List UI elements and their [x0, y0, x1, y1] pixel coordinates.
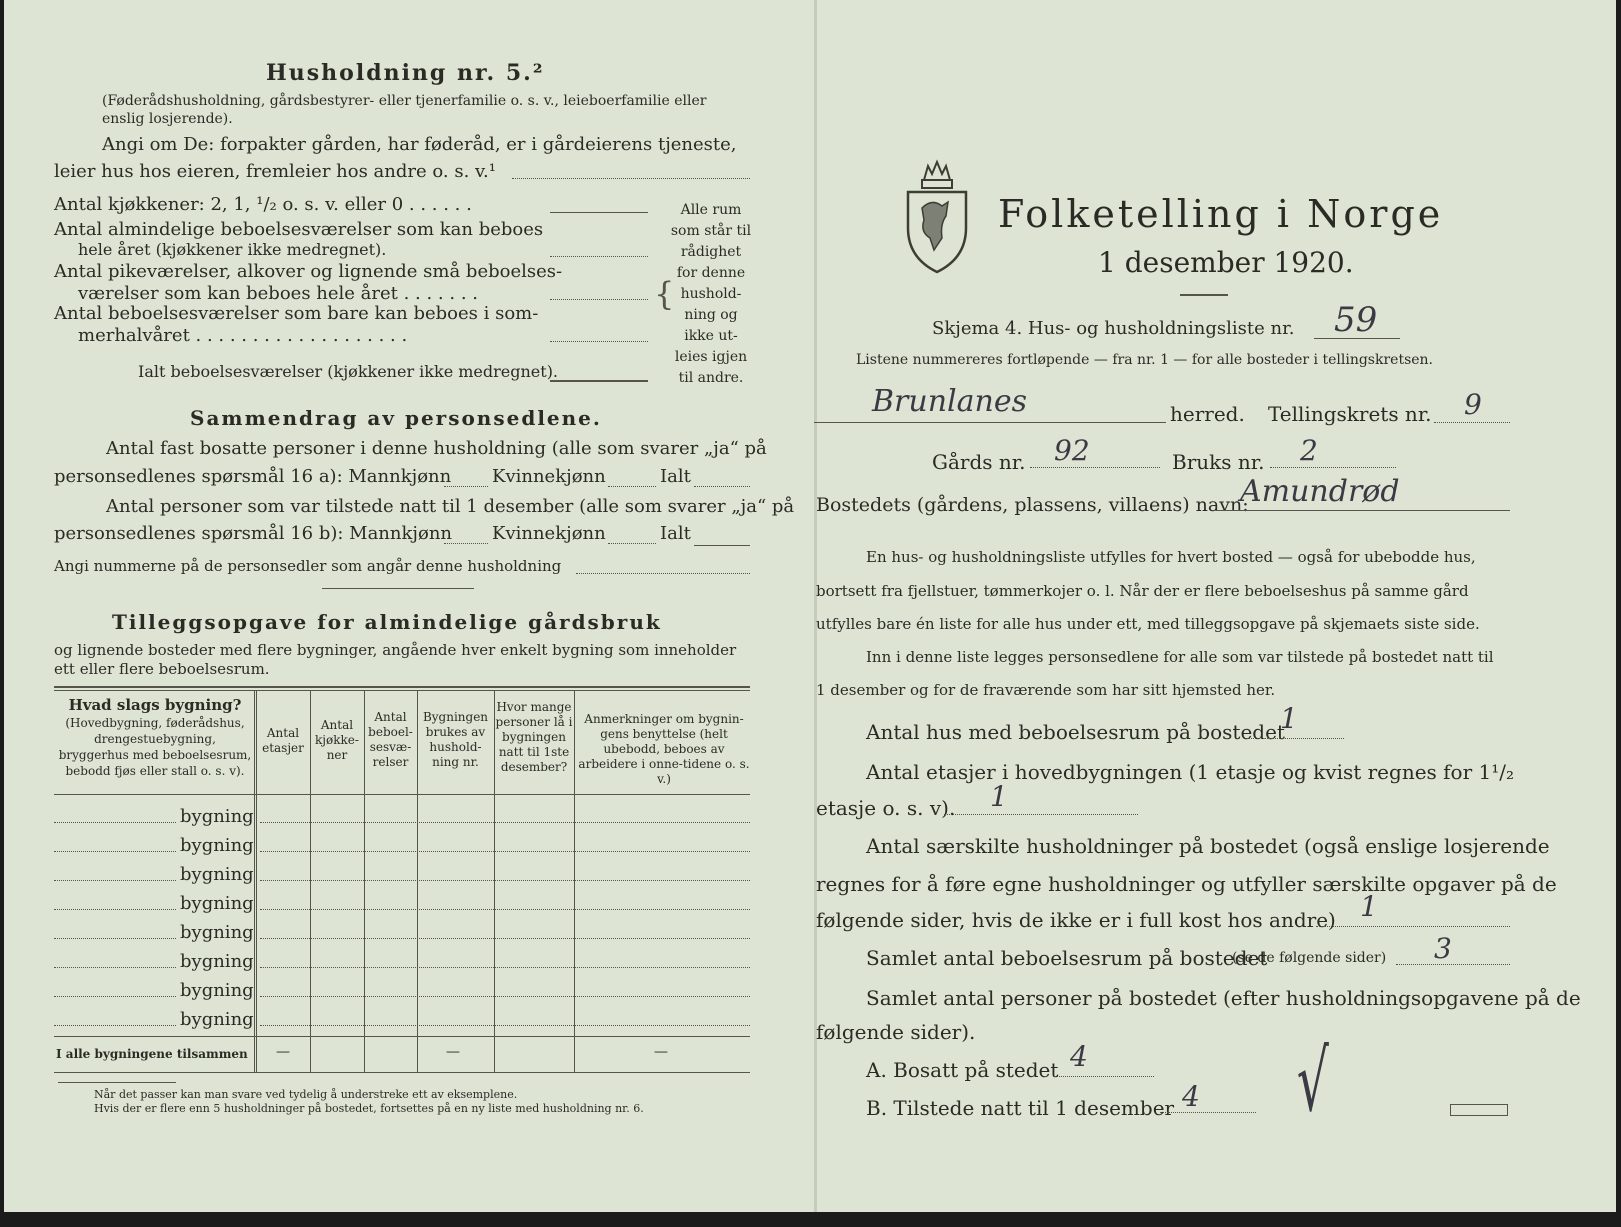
row-line	[54, 909, 176, 910]
row-cells-line	[260, 909, 750, 910]
herred-label: herred.	[1170, 402, 1245, 426]
supplement-text-1: og lignende bosteder med flere bygninger, angående hver enkelt bygning som inneholder	[54, 641, 737, 659]
summary-1-male-line	[444, 486, 488, 487]
summary-2-female-label: Kvinnekjønn	[492, 523, 606, 544]
listene-note: Listene nummereres fortløpende — fra nr. 1 — for alle bosteder i tellingskretsen.	[856, 352, 1434, 368]
brace: {	[654, 275, 675, 313]
b-line	[1160, 1112, 1256, 1113]
table-col-rule	[574, 690, 575, 1072]
footnote-1: Når det passer kan man svare ved tydelig å understreke ett av eksemplene.	[94, 1088, 518, 1101]
row-line	[54, 822, 176, 823]
summary-2-total-label: Ialt	[660, 523, 691, 544]
bracket-note	[668, 200, 754, 389]
para1-line-1: En hus- og husholdningsliste utfylles for hvert bosted — også for ubebodde hus,	[866, 548, 1476, 566]
bracket-note-line: hushold-	[680, 286, 742, 302]
row-cells-line	[260, 967, 750, 968]
supplement-title: Tilleggsopgave for almindelige gårdsbruk	[112, 610, 662, 634]
summary-1-female-label: Kvinnekjønn	[492, 466, 606, 487]
q-rum-value[interactable]: 3	[1434, 932, 1452, 965]
herred-value[interactable]: Brunlanes	[872, 384, 1027, 419]
rooms-a-line-1: Antal almindelige beboelsesværelser som kan beboes	[54, 219, 544, 240]
schema-nr-value[interactable]: 59	[1334, 300, 1378, 340]
col-remarks-header: Anmerkninger om bygnin-gens benyttelse (helt ubebodd, beboes av arbeidere i onne-tidene o. s. v.)	[578, 712, 750, 786]
summary-1-total-line	[694, 486, 750, 487]
bruks-value[interactable]: 2	[1300, 434, 1318, 467]
row-line	[54, 1025, 176, 1026]
angi-answer-line	[512, 178, 750, 179]
angi-numbers-label: Angi nummerne på de personsedler som angår denne husholdning	[54, 557, 562, 575]
check-mark: √	[1296, 1032, 1329, 1130]
q-rum-note: (se de følgende sider)	[1232, 950, 1387, 966]
tellingskrets-label: Tellingskrets nr.	[1268, 402, 1432, 426]
coat-of-arms-icon	[902, 158, 972, 276]
household-note: (Føderådshusholdning, gårdsbestyrer- eller tjenerfamilie o. s. v., leieboerfamilie eller enslig losjerende).	[102, 93, 707, 127]
gards-value[interactable]: 92	[1054, 434, 1090, 467]
summary-1-female-line	[608, 486, 656, 487]
census-form	[4, 0, 1616, 1212]
table-row-label: bygning	[180, 835, 254, 856]
col-floors-header: Antal etasjer	[262, 726, 304, 755]
total-dash: —	[654, 1044, 668, 1060]
herred-line	[814, 422, 1166, 423]
title-rule	[1180, 294, 1228, 296]
q-rum-label: Samlet antal beboelsesrum på bostedet	[866, 946, 1268, 970]
bosted-label: Bostedets (gårdens, plassens, villaens) navn:	[816, 494, 1249, 516]
bosted-line	[1216, 510, 1510, 511]
supplement-text-2: ett eller flere beboelsesrum.	[54, 660, 270, 678]
rooms-b-line	[550, 299, 648, 300]
table-row-label: bygning	[180, 922, 254, 943]
table-row-label: bygning	[180, 864, 254, 885]
q-etasjer-value[interactable]: 1	[990, 780, 1008, 813]
q-hus-line	[1246, 738, 1344, 739]
q-hush-line-3: følgende sider, hvis de ikke er i full kost hos andre)	[816, 908, 1336, 932]
row-line	[54, 996, 176, 997]
q-hush-line	[1316, 926, 1510, 927]
gards-line	[1030, 467, 1160, 468]
row-line	[54, 851, 176, 852]
divider	[322, 588, 474, 589]
a-label: A. Bosatt på stedet	[866, 1058, 1059, 1082]
col-kitchens-header: Antal kjøkke-ner	[315, 718, 359, 762]
table-body-rule	[54, 1036, 750, 1037]
total-rooms-label: Ialt beboelsesværelser (kjøkkener ikke medregnet).	[138, 362, 559, 381]
form-date: 1 desember 1920.	[1098, 246, 1354, 279]
total-dash: —	[446, 1044, 460, 1060]
rooms-c-line-1: Antal beboelsesværelser som bare kan beboes i som-	[54, 303, 539, 324]
bosted-value[interactable]: Amundrød	[1240, 474, 1400, 509]
q-hush-line-1: Antal særskilte husholdninger på bostedet (også enslige losjerende	[866, 834, 1550, 858]
para1-line-3: utfylles bare én liste for alle hus under ett, med tilleggsopgave på skjemaets siste side.	[816, 615, 1480, 633]
angi-numbers-line	[576, 573, 750, 574]
row-line	[54, 938, 176, 939]
table-header-rule	[54, 794, 750, 795]
bracket-note-line: ning og	[684, 307, 738, 323]
footnote-2: Hvis der er flere enn 5 husholdninger på bostedet, fortsettes på en ny liste med husholdning nr. 6.	[94, 1102, 644, 1115]
summary-1-line-2: personsedlenes spørsmål 16 a): Mannkjønn	[54, 466, 452, 487]
rooms-c-line-2: merhalvåret . . . . . . . . . . . . . . . . . . .	[78, 325, 408, 346]
q-etasjer-line-1: Antal etasjer i hovedbygningen (1 etasje og kvist regnes for 1¹/₂	[866, 760, 1515, 784]
bracket-note-line: for denne	[676, 265, 746, 281]
row-cells-line	[260, 851, 750, 852]
row-cells-line	[260, 880, 750, 881]
a-value[interactable]: 4	[1070, 1040, 1088, 1073]
bracket-note-line: leies igjen	[674, 349, 748, 365]
rooms-c-line	[550, 341, 648, 342]
col-persons-header: Hvor mange personer lå i bygningen natt til 1ste desember?	[495, 700, 573, 774]
table-row-label: bygning	[180, 980, 254, 1001]
a-line	[1054, 1076, 1154, 1077]
table-bottom-rule	[54, 1072, 750, 1073]
total-rooms-line	[550, 380, 648, 382]
row-line	[54, 967, 176, 968]
row-cells-line	[260, 938, 750, 939]
footnote-rule	[58, 1082, 176, 1083]
form-title: Folketelling i Norge	[998, 192, 1444, 236]
table-top-rule	[54, 686, 750, 688]
rooms-a-line-2: hele året (kjøkkener ikke medregnet).	[78, 240, 387, 259]
schema-label: Skjema 4. Hus- og husholdningsliste nr.	[932, 318, 1295, 339]
summary-2-total-line	[694, 545, 750, 546]
col-rooms-header: Antal beboel-sesvæ-relser	[368, 710, 413, 769]
summary-2-male-line	[444, 543, 488, 544]
table-top-rule-2	[54, 690, 750, 691]
gards-label: Gårds nr.	[932, 450, 1026, 474]
row-cells-line	[260, 996, 750, 997]
bracket-note-line: Alle rum	[680, 202, 742, 218]
table-row-label: bygning	[180, 1009, 254, 1030]
row-line	[54, 880, 176, 881]
table-col-building-header	[58, 696, 252, 779]
rooms-b-line-2: værelser som kan beboes hele året . . . . . . .	[78, 283, 478, 304]
row-cells-line	[260, 822, 750, 823]
col-building-sub: (Hovedbygning, føderådshus, drengestuebygning, bryggerhus med beboelsesrum, bebodd fjøs eller stall o. s. v).	[58, 715, 252, 778]
bracket-note-line: rådighet	[680, 244, 742, 260]
table-row-label: bygning	[180, 951, 254, 972]
bruks-line	[1270, 467, 1396, 468]
q-etasjer-line	[944, 814, 1138, 815]
bracket-note-line: ikke ut-	[684, 328, 738, 344]
table-row-label: bygning	[180, 806, 254, 827]
total-dash: —	[276, 1044, 290, 1060]
bracket-note-line: som står til	[670, 223, 752, 239]
rooms-a-line	[550, 256, 648, 257]
summary-1-total-label: Ialt	[660, 466, 691, 487]
q-hus-label: Antal hus med beboelsesrum på bostedet	[866, 720, 1285, 744]
bracket-note-line: til andre.	[678, 370, 744, 386]
para2-line-1: Inn i denne liste legges personsedlene for alle som var tilstede på bostedet natt til	[866, 648, 1494, 666]
kitchens-line	[550, 212, 648, 213]
bruks-label: Bruks nr.	[1172, 450, 1265, 474]
q-pers-line-2: følgende sider).	[816, 1020, 976, 1044]
row-cells-line	[260, 1025, 750, 1026]
b-label: B. Tilstede natt til 1 desember	[866, 1096, 1175, 1120]
q-hush-line-2: regnes for å føre egne husholdninger og utfyller særskilte opgaver på de	[816, 872, 1557, 896]
summary-2-female-line	[608, 543, 656, 544]
household-title: Husholdning nr. 5.²	[266, 60, 545, 86]
table-row-label: bygning	[180, 893, 254, 914]
angi-line-2: leier hus hos eieren, fremleier hos andre o. s. v.¹	[54, 161, 496, 182]
summary-2-line-2: personsedlenes spørsmål 16 b): Mannkjønn	[54, 523, 453, 544]
tellingskrets-value[interactable]: 9	[1464, 388, 1482, 421]
summary-1-line-1: Antal fast bosatte personer i denne husholdning (alle som svarer „ja“ på	[106, 438, 767, 459]
rooms-b-line-1: Antal pikeværelser, alkover og lignende små beboelses-	[54, 261, 563, 282]
col-household-header: Bygningen brukes av hushold-ning nr.	[422, 710, 489, 769]
printer-stamp	[1450, 1104, 1508, 1116]
q-hush-value[interactable]: 1	[1360, 890, 1378, 923]
col-building-title: Hvad slags bygning?	[68, 696, 242, 714]
angi-line-1: Angi om De: forpakter gården, har føderåd, er i gårdeierens tjeneste,	[102, 134, 737, 155]
total-row-label: I alle bygningene tilsammen	[56, 1047, 248, 1061]
tellingskrets-line	[1434, 422, 1510, 423]
q-rum-line	[1396, 964, 1510, 965]
summary-2-line-1: Antal personer som var tilstede natt til 1 desember (alle som svarer „ja“ på	[106, 496, 795, 517]
summary-title: Sammendrag av personsedlene.	[190, 406, 602, 430]
q-hus-value[interactable]: 1	[1280, 702, 1298, 735]
para1-line-2: bortsett fra fjellstuer, tømmerkojer o. l. Når der er flere beboelseshus på samme gård	[816, 582, 1469, 600]
q-pers-line-1: Samlet antal personer på bostedet (efter husholdningsopgavene på de	[866, 986, 1581, 1010]
kitchens-label: Antal kjøkkener: 2, 1, ¹/₂ o. s. v. eller 0 . . . . . .	[54, 194, 472, 215]
para2-line-2: 1 desember og for de fraværende som har sitt hjemsted her.	[816, 681, 1276, 699]
b-value[interactable]: 4	[1182, 1080, 1200, 1113]
q-etasjer-line-2: etasje o. s. v).	[816, 796, 956, 820]
